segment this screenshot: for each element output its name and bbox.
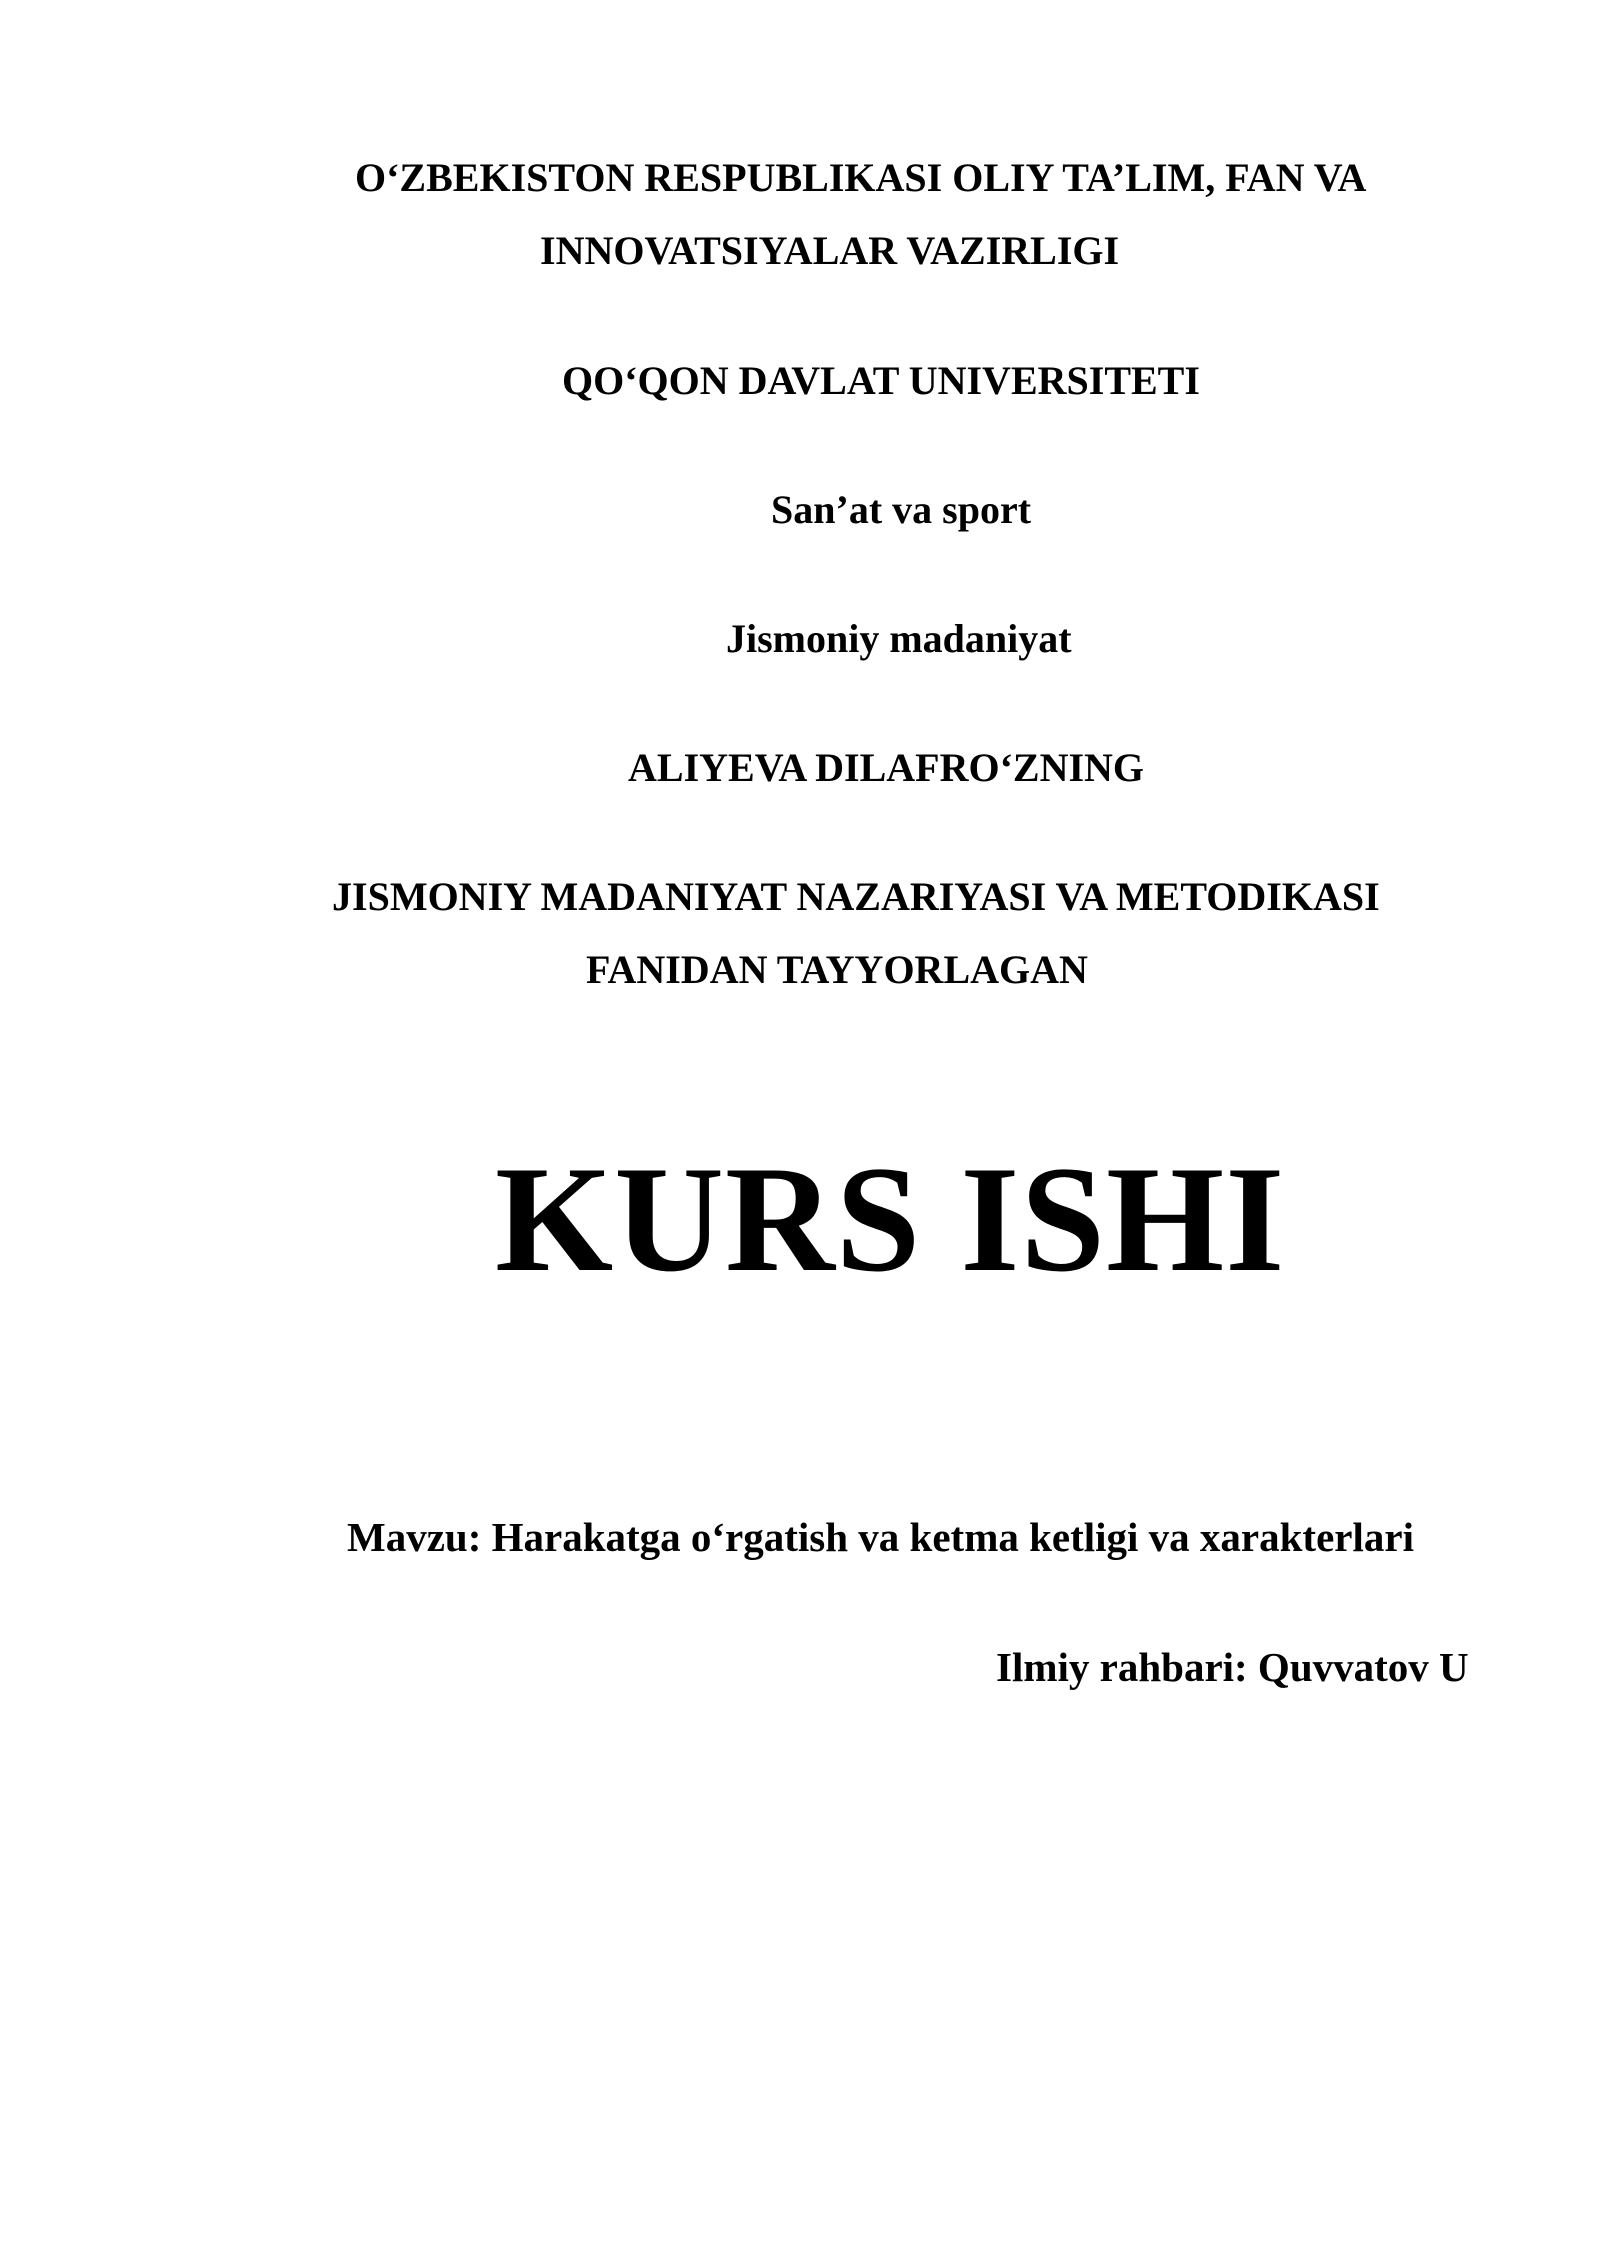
ministry-name-line-1: O‘ZBEKISTON RESPUBLIKASI OLIY TA’LIM, FAN VA: [355, 155, 1367, 200]
faculty-name: San’at va sport: [771, 487, 1032, 532]
supervisor-line: Ilmiy rahbari: Quvvatov U: [996, 1644, 1469, 1690]
author-name: ALIYEVA DILAFRO‘ZNING: [628, 745, 1145, 790]
subject-line-1: JISMONIY MADANIYAT NAZARIYASI VA METODIKASI: [332, 874, 1380, 919]
ministry-name-line-2: INNOVATSIYALAR VAZIRLIGI: [540, 228, 1120, 273]
document-title: KURS ISHI: [495, 1135, 1286, 1303]
direction-name: Jismoniy madaniyat: [726, 616, 1072, 661]
university-name: QO‘QON DAVLAT UNIVERSITETI: [562, 358, 1200, 403]
subject-line-2: FANIDAN TAYYORLAGAN: [586, 947, 1088, 992]
topic-line: Mavzu: Harakatga o‘rgatish va ketma ketligi va xarakterlari: [347, 1514, 1414, 1560]
